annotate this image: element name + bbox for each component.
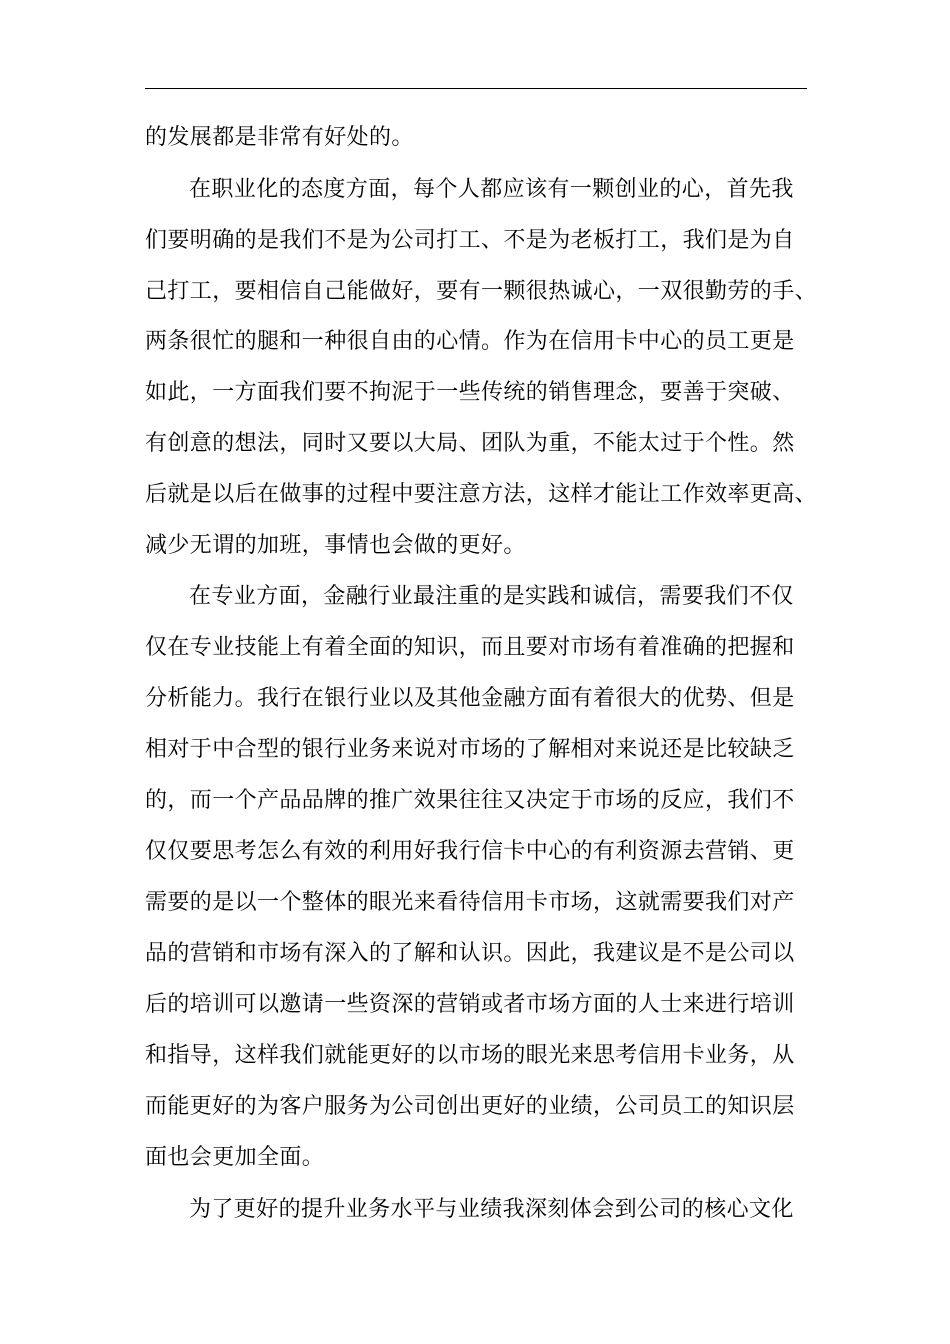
text-line: 面也会更加全面。 bbox=[145, 1145, 325, 1170]
text-line: 两条很忙的腿和一种很自由的心情。作为在信用卡中心的员工更是 bbox=[145, 329, 795, 354]
text-line: 减少无谓的加班，事情也会做的更好。 bbox=[145, 533, 526, 558]
text-line: 品的营销和市场有深入的了解和认识。因此，我建议是不是公司以 bbox=[145, 941, 795, 966]
text-line: 仅在专业技能上有着全面的知识，而且要对市场有着准确的把握和 bbox=[145, 635, 795, 660]
text-line: 后就是以后在做事的过程中要注意方法，这样才能让工作效率更高、 bbox=[145, 482, 818, 507]
text-line: 需要的是以一个整体的眼光来看待信用卡市场，这就需要我们对产 bbox=[145, 890, 795, 915]
paragraph-start-line: 为了更好的提升业务水平与业绩我深刻体会到公司的核心文化 bbox=[189, 1197, 794, 1222]
text-line: 的，而一个产品品牌的推广效果往往又决定于市场的反应，我们不 bbox=[145, 788, 795, 813]
text-line: 己打工，要相信自己能做好，要有一颗很热诚心，一双很勤劳的手、 bbox=[145, 279, 818, 304]
text-line: 如此，一方面我们要不拘泥于一些传统的销售理念，要善于突破、 bbox=[145, 380, 795, 405]
text-line: 和指导，这样我们就能更好的以市场的眼光来思考信用卡业务，从 bbox=[145, 1043, 795, 1068]
text-line: 们要明确的是我们不是为公司打工、不是为老板打工，我们是为自 bbox=[145, 228, 795, 253]
text-line: 的发展都是非常有好处的。 bbox=[145, 125, 414, 150]
paragraph-start-line: 在职业化的态度方面，每个人都应该有一颗创业的心，首先我 bbox=[189, 177, 794, 202]
text-line: 而能更好的为客户服务为公司创出更好的业绩，公司员工的知识层 bbox=[145, 1094, 795, 1119]
paragraph-start-line: 在专业方面，金融行业最注重的是实践和诚信，需要我们不仅 bbox=[189, 584, 794, 609]
text-line: 分析能力。我行在银行业以及其他金融方面有着很大的优势、但是 bbox=[145, 686, 795, 711]
text-line: 有创意的想法，同时又要以大局、团队为重，不能太过于个性。然 bbox=[145, 431, 795, 456]
text-line: 相对于中合型的银行业务来说对市场的了解相对来说还是比较缺乏 bbox=[145, 737, 795, 762]
header-rule bbox=[145, 88, 807, 89]
text-line: 仅仅要思考怎么有效的利用好我行信卡中心的有利资源去营销、更 bbox=[145, 839, 795, 864]
text-line: 后的培训可以邀请一些资深的营销或者市场方面的人士来进行培训 bbox=[145, 992, 795, 1017]
